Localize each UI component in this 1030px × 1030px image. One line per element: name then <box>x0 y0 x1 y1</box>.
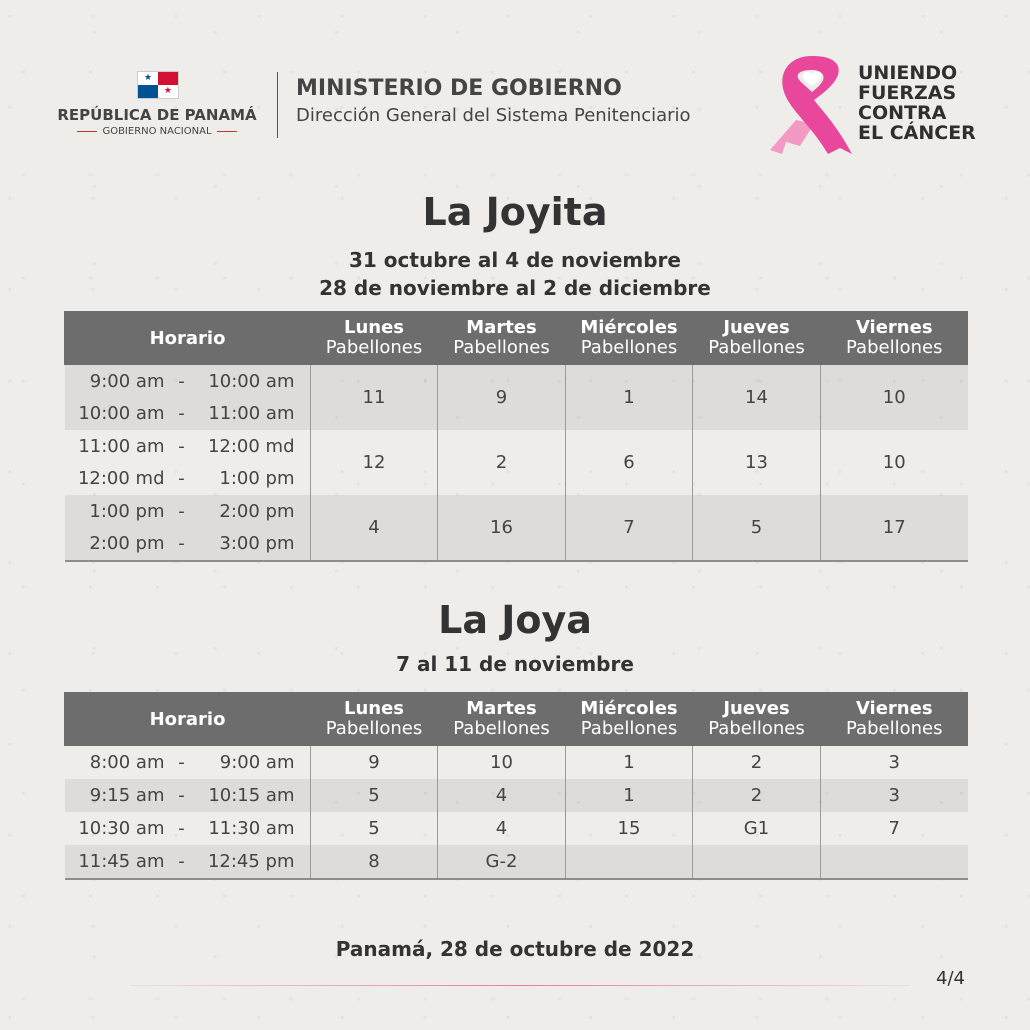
section-title-joya: La Joya <box>438 598 592 642</box>
government-label: GOBIERNO NACIONAL <box>56 126 258 137</box>
pabellon-cell: 4 <box>438 779 566 812</box>
pabellon-cell: 5 <box>311 779 438 812</box>
table-row <box>65 495 968 561</box>
pabellon-cell: 9 <box>438 365 566 430</box>
table-row <box>65 430 968 495</box>
pabellon-cell: 8 <box>311 845 438 879</box>
table-header-row <box>65 692 968 746</box>
pabellon-cell: 5 <box>311 812 438 845</box>
time-range-cell: 11:00 am - 12:00 md 12:00 md - 1:00 pm <box>65 430 311 495</box>
joyita-date-2: 28 de noviembre al 2 de diciembre <box>319 276 711 300</box>
pabellon-cell: 9 <box>311 746 438 779</box>
pabellon-cell: 7 <box>888 818 900 839</box>
campaign-slogan: UNIENDO FUERZAS CONTRA EL CÁNCER <box>858 62 976 144</box>
joya-date-1: 7 al 11 de noviembre <box>396 652 634 676</box>
pabellon-cell: G1 <box>693 812 821 845</box>
pabellon-cell: 2 <box>438 430 566 495</box>
header-miercoles: Miércoles Pabellones <box>566 311 693 365</box>
ministry-name: MINISTERIO DE GOBIERNO <box>296 76 622 101</box>
header-martes: Martes Pabellones <box>438 692 566 746</box>
header-miercoles: Miércoles Pabellones <box>566 692 693 746</box>
time-range-cell: 8:00 am - 9:00 am <box>65 746 311 779</box>
footer-divider <box>130 985 910 986</box>
pabellon-cell: 1 <box>566 365 693 430</box>
header-viernes: Viernes Pabellones <box>821 311 968 365</box>
pabellon-cell <box>693 845 821 879</box>
table-header-row <box>65 311 968 365</box>
pabellon-cell: 13 <box>693 430 821 495</box>
pabellon-cell: 4 <box>438 812 566 845</box>
pabellon-cell: 2 <box>693 779 821 812</box>
direction-name: Dirección General del Sistema Penitenciario <box>296 105 691 126</box>
pabellon-cell: 11 <box>311 365 438 430</box>
header-viernes: Viernes Pabellones <box>821 692 968 746</box>
country-name: REPÚBLICA DE PANAMÁ <box>57 106 257 124</box>
table-row <box>65 746 968 779</box>
joyita-date-1: 31 octubre al 4 de noviembre <box>349 248 681 272</box>
pabellon-cell: 2 <box>693 746 821 779</box>
header-horario: Horario <box>65 311 311 365</box>
table-row <box>65 812 968 845</box>
pabellon-cell: 15 <box>566 812 693 845</box>
pabellon-cell: G-2 <box>438 845 566 879</box>
section-title-joyita: La Joyita <box>422 190 608 234</box>
header-divider <box>277 72 278 138</box>
header-lunes: Lunes Pabellones <box>311 311 438 365</box>
table-row <box>65 365 968 430</box>
pabellon-cell: 3 <box>888 752 900 773</box>
pabellon-cell: 12 <box>311 430 438 495</box>
page-number: 4/4 <box>936 968 965 989</box>
pabellon-cell: 10 <box>882 452 906 473</box>
time-range-cell: 9:00 am - 10:00 am 10:00 am - 11:00 am <box>65 365 311 430</box>
header-lunes: Lunes Pabellones <box>311 692 438 746</box>
table-row <box>65 779 968 812</box>
pabellon-cell: 7 <box>566 495 693 561</box>
pabellon-cell: 14 <box>693 365 821 430</box>
footer-date: Panamá, 28 de octubre de 2022 <box>335 937 695 961</box>
pabellon-cell <box>821 845 968 879</box>
time-range-cell: 11:45 am - 12:45 pm <box>65 845 311 879</box>
joyita-schedule-table <box>64 311 968 562</box>
header-jueves: Jueves Pabellones <box>693 692 821 746</box>
header-martes: Martes Pabellones <box>438 311 566 365</box>
panama-flag-icon: ★ ★ <box>137 71 179 99</box>
time-range-cell: 10:30 am - 11:30 am <box>65 812 311 845</box>
time-range-cell: 9:15 am - 10:15 am <box>65 779 311 812</box>
pabellon-cell: 3 <box>821 779 968 812</box>
pabellon-cell: 10 <box>821 365 968 430</box>
table-row <box>65 845 968 879</box>
header-jueves: Jueves Pabellones <box>693 311 821 365</box>
pabellon-cell: 1 <box>566 779 693 812</box>
pabellon-cell: 10 <box>438 746 566 779</box>
pabellon-cell: 1 <box>566 746 693 779</box>
time-range-cell: 1:00 pm - 2:00 pm 2:00 pm - 3:00 pm <box>65 495 311 561</box>
pabellon-cell: 5 <box>693 495 821 561</box>
pabellon-cell: 6 <box>566 430 693 495</box>
pink-ribbon-icon <box>766 50 858 162</box>
pabellon-cell: 4 <box>311 495 438 561</box>
header-horario: Horario <box>65 692 311 746</box>
pabellon-cell: 16 <box>438 495 566 561</box>
joya-schedule-table <box>64 692 968 880</box>
pabellon-cell: 17 <box>821 495 968 561</box>
pabellon-cell <box>566 845 693 879</box>
